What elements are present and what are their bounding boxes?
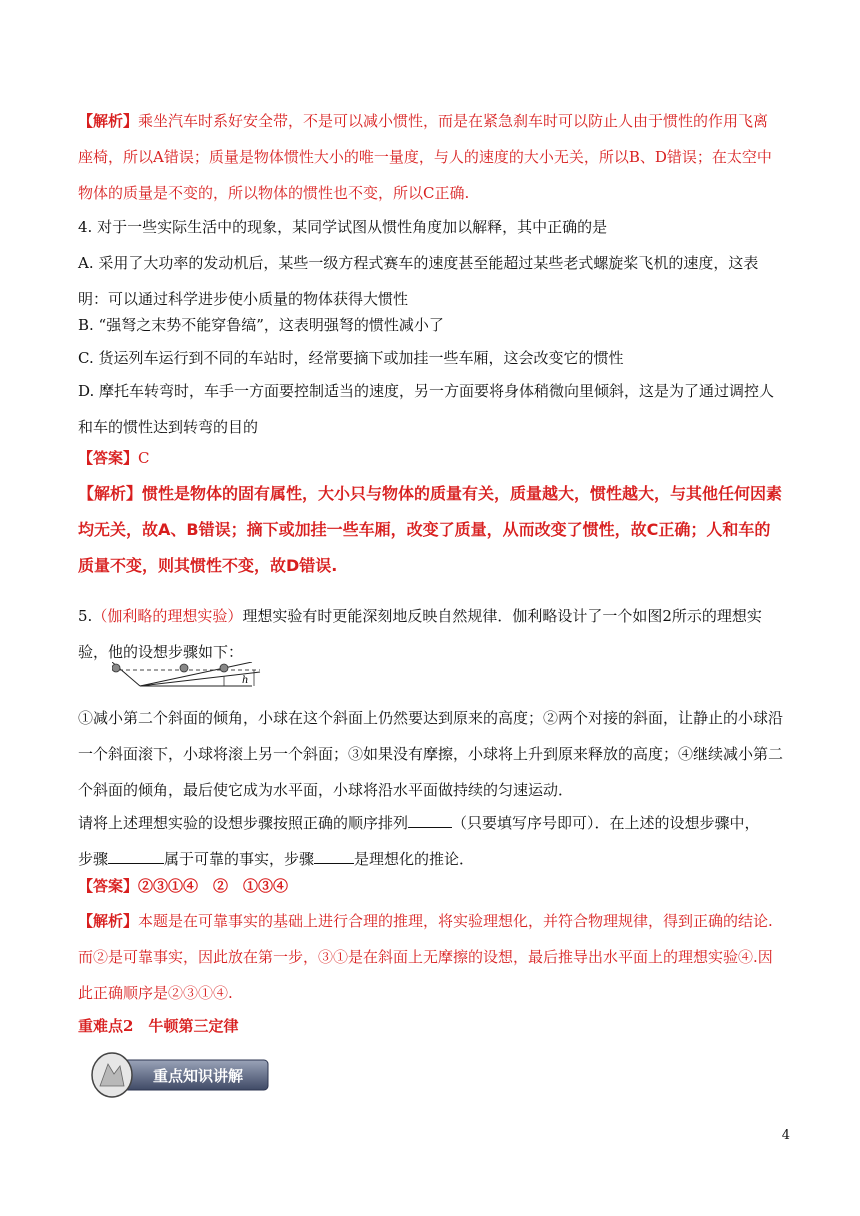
section-title: 重难点2 牛顿第三定律: [78, 1017, 239, 1035]
banner-text: 重点知识讲解: [152, 1067, 244, 1085]
analysis-label: 【解析】: [78, 112, 139, 130]
q5-fill-blanks: [78, 805, 783, 877]
q4-stem: 4. 对于一些实际生活中的现象，某同学试图从惯性角度加以解释，其中正确的是: [78, 218, 608, 236]
analysis-label: 【解析】: [78, 484, 143, 503]
analysis-text: 惯性是物体的固有属性，大小只与物体的质量有关，质量越大，惯性越大，与其他任何因素均无关，故A、B错误；摘下或加挂一些车厢，改变了质量，从而改变了惯性，故C正确；人和车的质量不变，则其惯性不变，故D错误.: [78, 484, 783, 575]
fill-text-3: 步骤: [78, 850, 109, 868]
q4-analysis: [78, 476, 783, 584]
q4-option-a: A. 采用了大功率的发动机后，某些一级方程式赛车的速度甚至能超过某些老式螺旋桨飞机的速度，这表明：可以通过科学进步使小质量的物体获得大惯性: [78, 254, 759, 308]
blank-order[interactable]: [408, 813, 452, 828]
answer-value: C: [138, 449, 150, 467]
analysis-label: 【解析】: [78, 912, 139, 930]
q5-number: 5.: [78, 607, 93, 625]
q4-option-b: B. “强弩之末势不能穿鲁缟”，这表明强弩的惯性减小了: [78, 316, 444, 334]
analysis-text: 本题是在可靠事实的基础上进行合理的推理，将实验理想化，并符合物理规律，得到正确的结论.而②是可靠事实，因此放在第一步，③①是在斜面上无摩擦的设想，最后推导出水平面上的理想实验④.因此正确顺序是②③①④.: [78, 912, 773, 1002]
ball-start: [112, 664, 120, 672]
q5-answer: [78, 868, 783, 904]
q5-stem-text: 理想实验有时更能深刻地反映自然规律．伽利略设计了一个如图2所示的理想实验，他的设想步骤如下：: [78, 607, 762, 661]
q4-option-d: D. 摩托车转弯时，车手一方面要控制适当的速度，另一方面要将身体稍微向里倾斜，这是为了通过调控人和车的惯性达到转弯的目的: [78, 382, 775, 436]
ball-mid: [180, 664, 188, 672]
key-knowledge-banner: [90, 1052, 270, 1098]
q3-analysis: [78, 103, 783, 211]
fill-text-2: （只要填写序号即可）．在上述的设想步骤中，: [452, 814, 760, 832]
blank-fact[interactable]: [108, 849, 164, 864]
q5-tag: （伽利略的理想实验）: [92, 607, 243, 625]
blank-inference[interactable]: [314, 849, 354, 864]
q5-stem: [78, 598, 783, 670]
fill-text-4: 属于可靠的事实，步骤: [164, 850, 315, 868]
incline-diagram: [112, 662, 282, 698]
q5-steps: ①减小第二个斜面的倾角，小球在这个斜面上仍然要达到原来的高度；②两个对接的斜面，让静止的小球沿一个斜面滚下，小球将滚上另一个斜面；③如果没有摩擦，小球将上升到原来释放的高度；④继续减小第二个斜面的倾角，最后使它成为水平面，小球将沿水平面做持续的匀速运动．: [78, 709, 784, 799]
fill-text-5: 是理想化的推论．: [354, 850, 475, 868]
answer-label: 【答案】: [78, 449, 139, 467]
answer-label: 【答案】: [78, 877, 139, 895]
page-number: 4: [781, 1128, 790, 1143]
fill-text-1: 请将上述理想实验的设想步骤按照正确的顺序排列: [78, 814, 409, 832]
q4-option-c: C. 货运列车运行到不同的车站时，经常要摘下或加挂一些车厢，这会改变它的惯性: [78, 349, 624, 367]
analysis-text: 乘坐汽车时系好安全带，不是可以减小惯性，而是在紧急刹车时可以防止人由于惯性的作用飞离座椅，所以A错误；质量是物体惯性大小的唯一量度，与人的速度的大小无关，所以B、D错误；在太空中物体的质量是不变的，所以物体的惯性也不变，所以C正确.: [78, 112, 772, 202]
height-label: h: [242, 675, 249, 686]
q5-analysis: [78, 903, 783, 1011]
answer-value: ②③①④ ② ①③④: [138, 877, 289, 895]
q4-answer: [78, 440, 783, 476]
ball-end: [220, 664, 228, 672]
